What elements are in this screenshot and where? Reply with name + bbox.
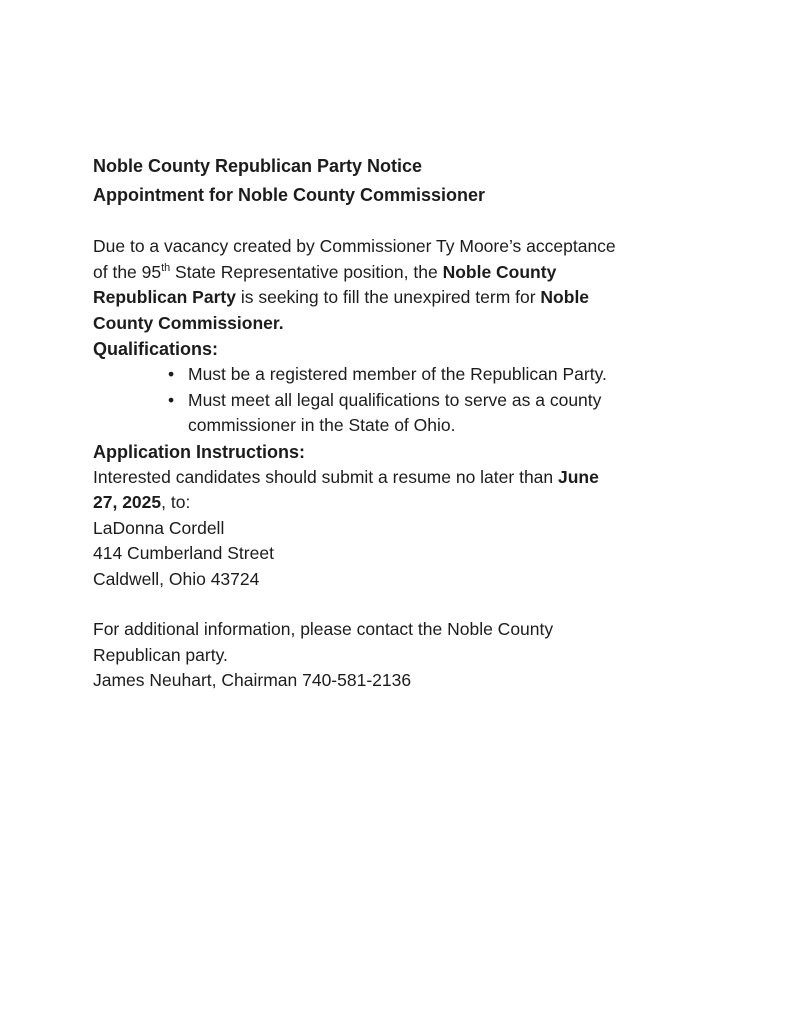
- intro-paragraph: [93, 234, 703, 336]
- text-line: LaDonna Cordell: [93, 517, 225, 538]
- bullet-item: [93, 362, 703, 388]
- text-line: For additional information, please contact the Noble County: [93, 619, 554, 639]
- bullet-item-text: [188, 362, 703, 388]
- text-line: Caldwell, Ohio 43724: [93, 568, 260, 589]
- bullet-icon: •: [168, 389, 175, 410]
- text-line: County Commissioner.: [93, 312, 284, 333]
- qualifications-list: [93, 362, 703, 439]
- text-line: commissioner in the State of Ohio.: [188, 415, 456, 435]
- document-subtitle: Appointment for Noble County Commissioner: [93, 185, 486, 205]
- bullet-item-text: [188, 388, 703, 439]
- document-title: Noble County Republican Party Notice: [93, 156, 423, 176]
- text-line: 414 Cumberland Street: [93, 543, 274, 563]
- text-line: Must meet all legal qualifications to serve as a county: [188, 389, 602, 410]
- text-line: Due to a vacancy created by Commissioner Ty Moore’s acceptance: [93, 236, 616, 256]
- text-line: Interested candidates should submit a resume no later than June: [93, 466, 599, 487]
- text-line: 27, 2025, to:: [93, 492, 191, 512]
- text-line: of the 95th State Representative position, the Noble County: [93, 261, 557, 282]
- qualifications-heading: Qualifications:: [93, 339, 219, 359]
- application-instructions-heading: Application Instructions:: [93, 441, 306, 462]
- blank-line: [93, 208, 703, 234]
- bullet-item: [93, 388, 703, 439]
- bullet-icon: •: [168, 364, 175, 384]
- application-paragraph: [93, 465, 703, 516]
- text-line: Must be a registered member of the Republican Party.: [188, 364, 607, 384]
- text-line: Republican Party is seeking to fill the unexpired term for Noble: [93, 287, 590, 307]
- contact-address-block: [93, 516, 703, 593]
- additional-info-paragraph: [93, 617, 703, 668]
- blank-line: [93, 592, 703, 617]
- chairman-contact-line: James Neuhart, Chairman 740-581-2136: [93, 670, 412, 690]
- text-line: Republican party.: [93, 644, 228, 665]
